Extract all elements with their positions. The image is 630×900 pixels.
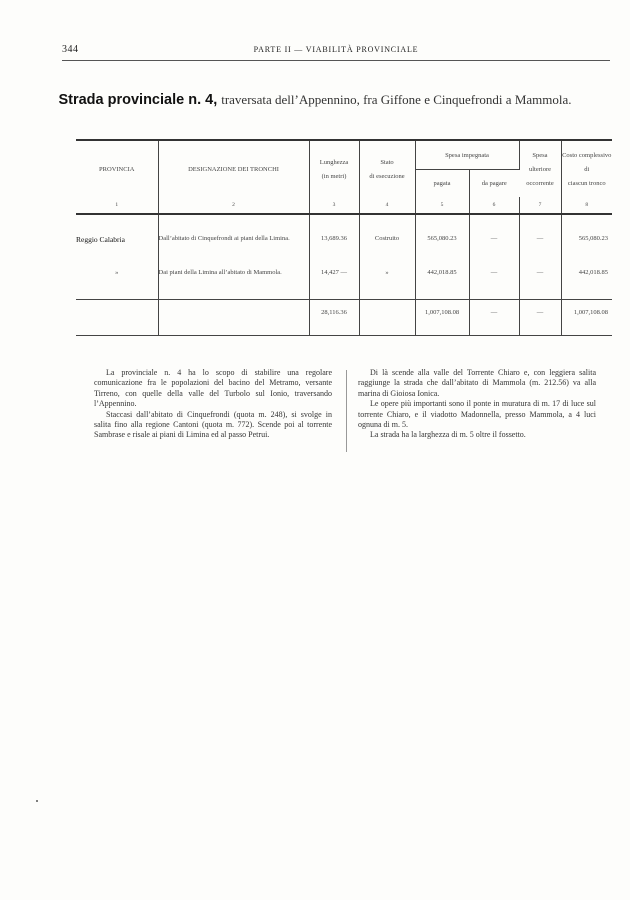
header-rule — [62, 60, 610, 61]
col-number: 8 — [561, 197, 612, 214]
cell-provincia: Reggio Calabria — [76, 214, 158, 267]
page-title — [0, 91, 630, 109]
cell-da-pagare: — — [469, 267, 519, 300]
col-header-da-pagare: da pagare — [481, 180, 507, 187]
col-number: 6 — [469, 197, 519, 214]
paragraph: La provinciale n. 4 ha lo scopo di stabilire una regolare comunicazione fra le popolazioni del bacino del Metramo, versante Tirreno, con quelle della valle del Turbolo sul Ionio, traversando l’Appennino. — [94, 368, 332, 409]
total-empty — [158, 300, 309, 336]
total-pagata: 1,007,108.08 — [415, 300, 469, 336]
col-number: 3 — [309, 197, 359, 214]
cell-costo: 442,018.85 — [578, 269, 608, 276]
table-row — [76, 267, 612, 300]
cell-pagata: 565,080.23 — [415, 214, 469, 267]
col-header-spesa-impegnata: Spesa impegnata — [415, 140, 519, 170]
col-header-stato — [359, 140, 415, 197]
cell-designazione: Dai piani della Limina all’abitato di Mammola. — [158, 267, 309, 300]
col-header-provincia: PROVINCIA — [76, 140, 158, 197]
cell-stato: Costruito — [359, 214, 415, 267]
col-header-lunghezza — [309, 140, 359, 197]
col-number: 2 — [158, 197, 309, 214]
lunghezza-label: Lunghezza — [319, 158, 349, 166]
cell-spesa-ulteriore: — — [519, 214, 561, 267]
total-da-pagare: — — [469, 300, 519, 336]
total-costo: 1,007,108.08 — [561, 300, 612, 336]
total-empty — [359, 300, 415, 336]
cell-lunghezza: 14,427 — — [309, 267, 359, 300]
cell-stato: » — [359, 267, 415, 300]
road-route: traversata dell’Appennino, fra Giffone e Cinquefrondi a Mammola. — [221, 92, 572, 107]
stato-label: Stato — [380, 158, 394, 166]
running-head: PARTE II — VIABILITÀ PROVINCIALE — [253, 45, 419, 54]
col-header-spesa-ulteriore — [519, 140, 561, 197]
body-text-right — [358, 368, 596, 441]
total-spesa-ulteriore: — — [519, 300, 561, 336]
paragraph: Di là scende alla valle del Torrente Chiaro e, con leggiera salita raggiunge la strada che dall’abitato di Mammola (m. 212.56) va alla marina di Gioiosa Ionica. — [358, 368, 596, 398]
stato-sub: di esecuzione — [369, 172, 405, 180]
costo-label-1: Costo complessivo — [562, 151, 612, 159]
costo-label-2: di — [584, 165, 590, 173]
col-number: 4 — [359, 197, 415, 214]
col-header-designazione: DESIGNAZIONE DEI TRONCHI — [158, 140, 309, 197]
total-lunghezza: 28,116.36 — [309, 300, 359, 336]
cell-lunghezza: 13,689.36 — [309, 214, 359, 267]
cell-pagata: 442,018.85 — [415, 267, 469, 300]
cell-da-pagare: — — [469, 214, 519, 267]
page-header — [62, 44, 610, 58]
page-number: 344 — [62, 44, 79, 55]
spesa-ult-label-2: ulteriore — [528, 165, 552, 173]
costo-label-3: ciascun tronco — [567, 179, 606, 187]
paragraph: La strada ha la larghezza di m. 5 oltre il fossetto. — [370, 430, 526, 440]
paragraph: Le opere più importanti sono il ponte in muratura di m. 17 di luce sul torrente Chiaro, e il viadotto Madonnella, presso Mammola, a 4 luci ognuna di m. 5. — [358, 399, 596, 430]
road-table — [76, 139, 612, 336]
cell-costo: 565,080.23 — [578, 235, 608, 242]
cell-provincia: » — [76, 267, 158, 300]
col-header-pagata: pagata — [415, 170, 469, 198]
col-number: 7 — [519, 197, 561, 214]
body-text-left — [94, 368, 332, 441]
spesa-ult-label-1: Spesa — [532, 151, 548, 159]
paragraph: Staccasi dall’abitato di Cinquefrondi (quota m. 248), si svolge in salita fino alla regione Cantoni (quota m. 772). Scende poi al torrente Sambrase e risale ai piani di Limina ed al passo Petrui. — [94, 409, 332, 440]
cell-spesa-ulteriore: — — [519, 267, 561, 300]
total-empty — [76, 300, 158, 336]
table-total-row — [76, 300, 612, 336]
column-divider — [346, 370, 347, 452]
col-number: 5 — [415, 197, 469, 214]
col-number: 1 — [76, 197, 158, 214]
table-row — [76, 214, 612, 267]
col-header-costo — [561, 140, 612, 197]
road-name: Strada provinciale n. 4, — [58, 92, 218, 108]
print-speck — [36, 800, 38, 802]
lunghezza-unit: (in metri) — [321, 172, 347, 180]
spesa-ult-label-3: occorrente — [526, 179, 554, 187]
cell-designazione: Dall’abitato di Cinquefrondi ai piani della Limina. — [158, 214, 309, 267]
